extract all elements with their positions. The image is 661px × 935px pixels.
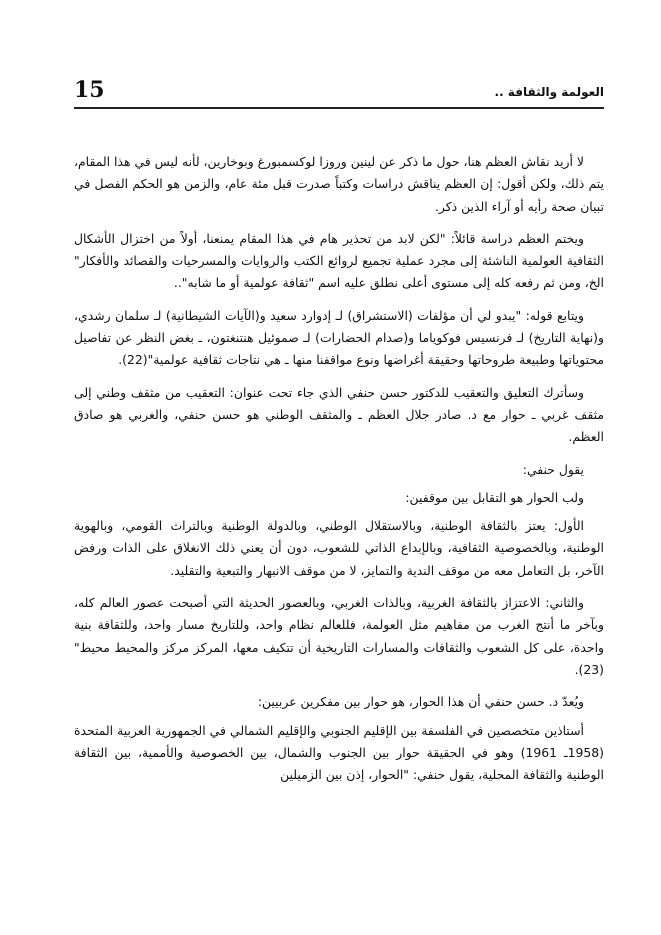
page-number: 15: [74, 77, 105, 103]
paragraph-5: يقول حنفي:: [522, 461, 584, 477]
paragraph-4: وسأترك التعليق والتعقيب للدكتور حسن حنفي الذي جاء تحت عنوان: التعقيب من مثقف وطني إلى مثقف غربي ـ حوار مع د. صادر جلال العظم ـ والمثقف الوطني هو حسن حنفي، والغربي هو صادق العظم.: [74, 384, 604, 445]
paragraph-2: ويختم العظم دراسة قائلاً: "لكن لابد من تحذير هام في هذا المقام يمنعنا، أولاً من اختزال الأشكال الثقافية العولمية الناشئة إلى مجرد عملية تجميع لروائع الكتب والروايات والمسرحيات والقصائد والأفكار" الخ، ومن ثم رفعه كله إلى مستوى أعلى نطلق عليه اسم "ثقافة عولمية أو ما شابه"..: [74, 230, 604, 291]
body-text: [74, 151, 604, 786]
running-title: العولمة والثقافة ..: [494, 85, 604, 99]
paragraph-8: والثاني: الاعتزاز بالثقافة الغربية، وبالذات الغربي، وبالعصور الحديثة التي أصبحت عصور العالم كله، وبآخر ما أنتج الغرب من مفاهيم مثل العولمة، فللعالم نظام واحد، وللتاريخ مسار واحد، وللثقافة بنية واحدة، على كل الشعوب والثقافات والمسارات التاريخية أن تتكيف معها، المركز مركز والمحيط محيط"(23).: [74, 595, 604, 677]
header-rule: [74, 107, 604, 109]
paragraph-7: الأول: يعتز بالثقافة الوطنية، وبالاستقلال الوطني، وبالدولة الوطنية وبالتراث القومي، وبالهوية الوطنية، وبالخصوصية الثقافية، وبالإبداع الذاتي للشعوب، دون أن يعني ذلك الانغلاق على الذات ورفض الآخر، بل التعامل معه من موقف الندية والتمايز، لا من موقف الانبهار والتبعية والتقليد.: [74, 518, 604, 578]
paragraph-3: ويتابع قوله: "يبدو لي أن مؤلفات (الاستشراق) لـ إدوارد سعيد و(الآيات الشيطانية) لـ سلمان رشدي، و(نهاية التاريخ) لـ فرنسيس فوكوياما و(صدام الحضارات) لـ صموئيل هنتنغتون، ـ بغض النظر عن تفاصيل محتوياتها وطبيعة طروحاتها وحقيقة أغراضها ونوع مواقفنا منها ـ هي نتاجات ثقافية عولمية"(22).: [74, 307, 604, 368]
paragraph-1: لا أريد نقاش العظم هنا، حول ما ذكر عن لينين وروزا لوكسمبورغ وبوخارين، لأنه ليس في هذا المقام، يتم ذلك، ولكن أقول: إن العظم يناقش دراسات وكتباً صدرت قبل مئة عام، والزمن هو الحكم الفصل في تبيان صحة رأيه أو آراء الذين ذكر.: [74, 154, 604, 214]
page-header: [74, 77, 604, 105]
paragraph-10: أستاذين متخصصين في الفلسفة بين الإقليم الجنوبي والإقليم الشمالي في الجمهورية العربية المتحدة (1958ـ 1961) وهو في الحقيقة حوار بين الجنوب والشمال، بين الخصوصية والأممية، بين الثقافة الوطنية والثقافة المحلية، يقول حنفي: "الحوار، إذن بين الزميلين: [74, 722, 605, 783]
paragraph-6: ولب الحوار هو التقابل بين موقفين:: [405, 489, 584, 505]
paragraph-9: ويُعدّ د. حسن حنفي أن هذا الحوار، هو حوار بين مفكرين عربيين:: [257, 694, 584, 710]
